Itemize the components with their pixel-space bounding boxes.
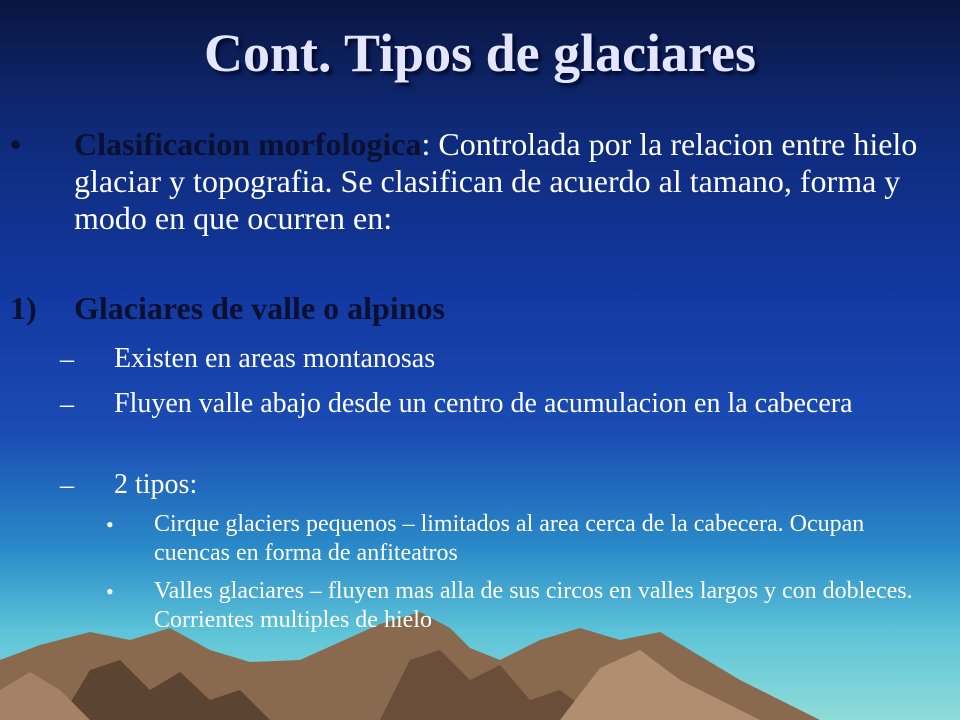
point-classification	[74, 126, 934, 237]
subpoint: 2 tipos:	[114, 469, 198, 500]
dash-marker: –	[60, 470, 74, 501]
slide-title: Cont. Tipos de glaciares	[203, 23, 757, 83]
dash-marker: –	[60, 344, 74, 375]
subbullet-marker: •	[106, 579, 114, 604]
subpoint: Fluyen valle abajo desde un centro de acumulacion en la cabecera	[114, 388, 853, 419]
point-text: : Controlada por la relacion entre hielo glaciar y topografia. Se clasifican de acuerdo al tamano, forma y modo en que ocurren en:	[74, 126, 918, 236]
dash-marker: –	[60, 389, 74, 420]
list-number: 1)	[10, 290, 37, 326]
subsubpoint: Cirque glaciers pequenos – limitados al area cerca de la cabecera. Ocupan cuencas en forma de anfiteatros	[154, 511, 865, 566]
bullet-marker: •	[10, 126, 22, 162]
point-lead: Clasificacion morfologica	[74, 126, 422, 162]
subbullet-marker: •	[106, 512, 114, 537]
section-heading: Glaciares de valle o alpinos	[74, 290, 445, 326]
subpoint: Existen en areas montanosas	[114, 343, 436, 374]
subsubpoint: Valles glaciares – fluyen mas alla de sus circos en valles largos y con dobleces. Corrientes multiples de hielo	[154, 578, 913, 633]
